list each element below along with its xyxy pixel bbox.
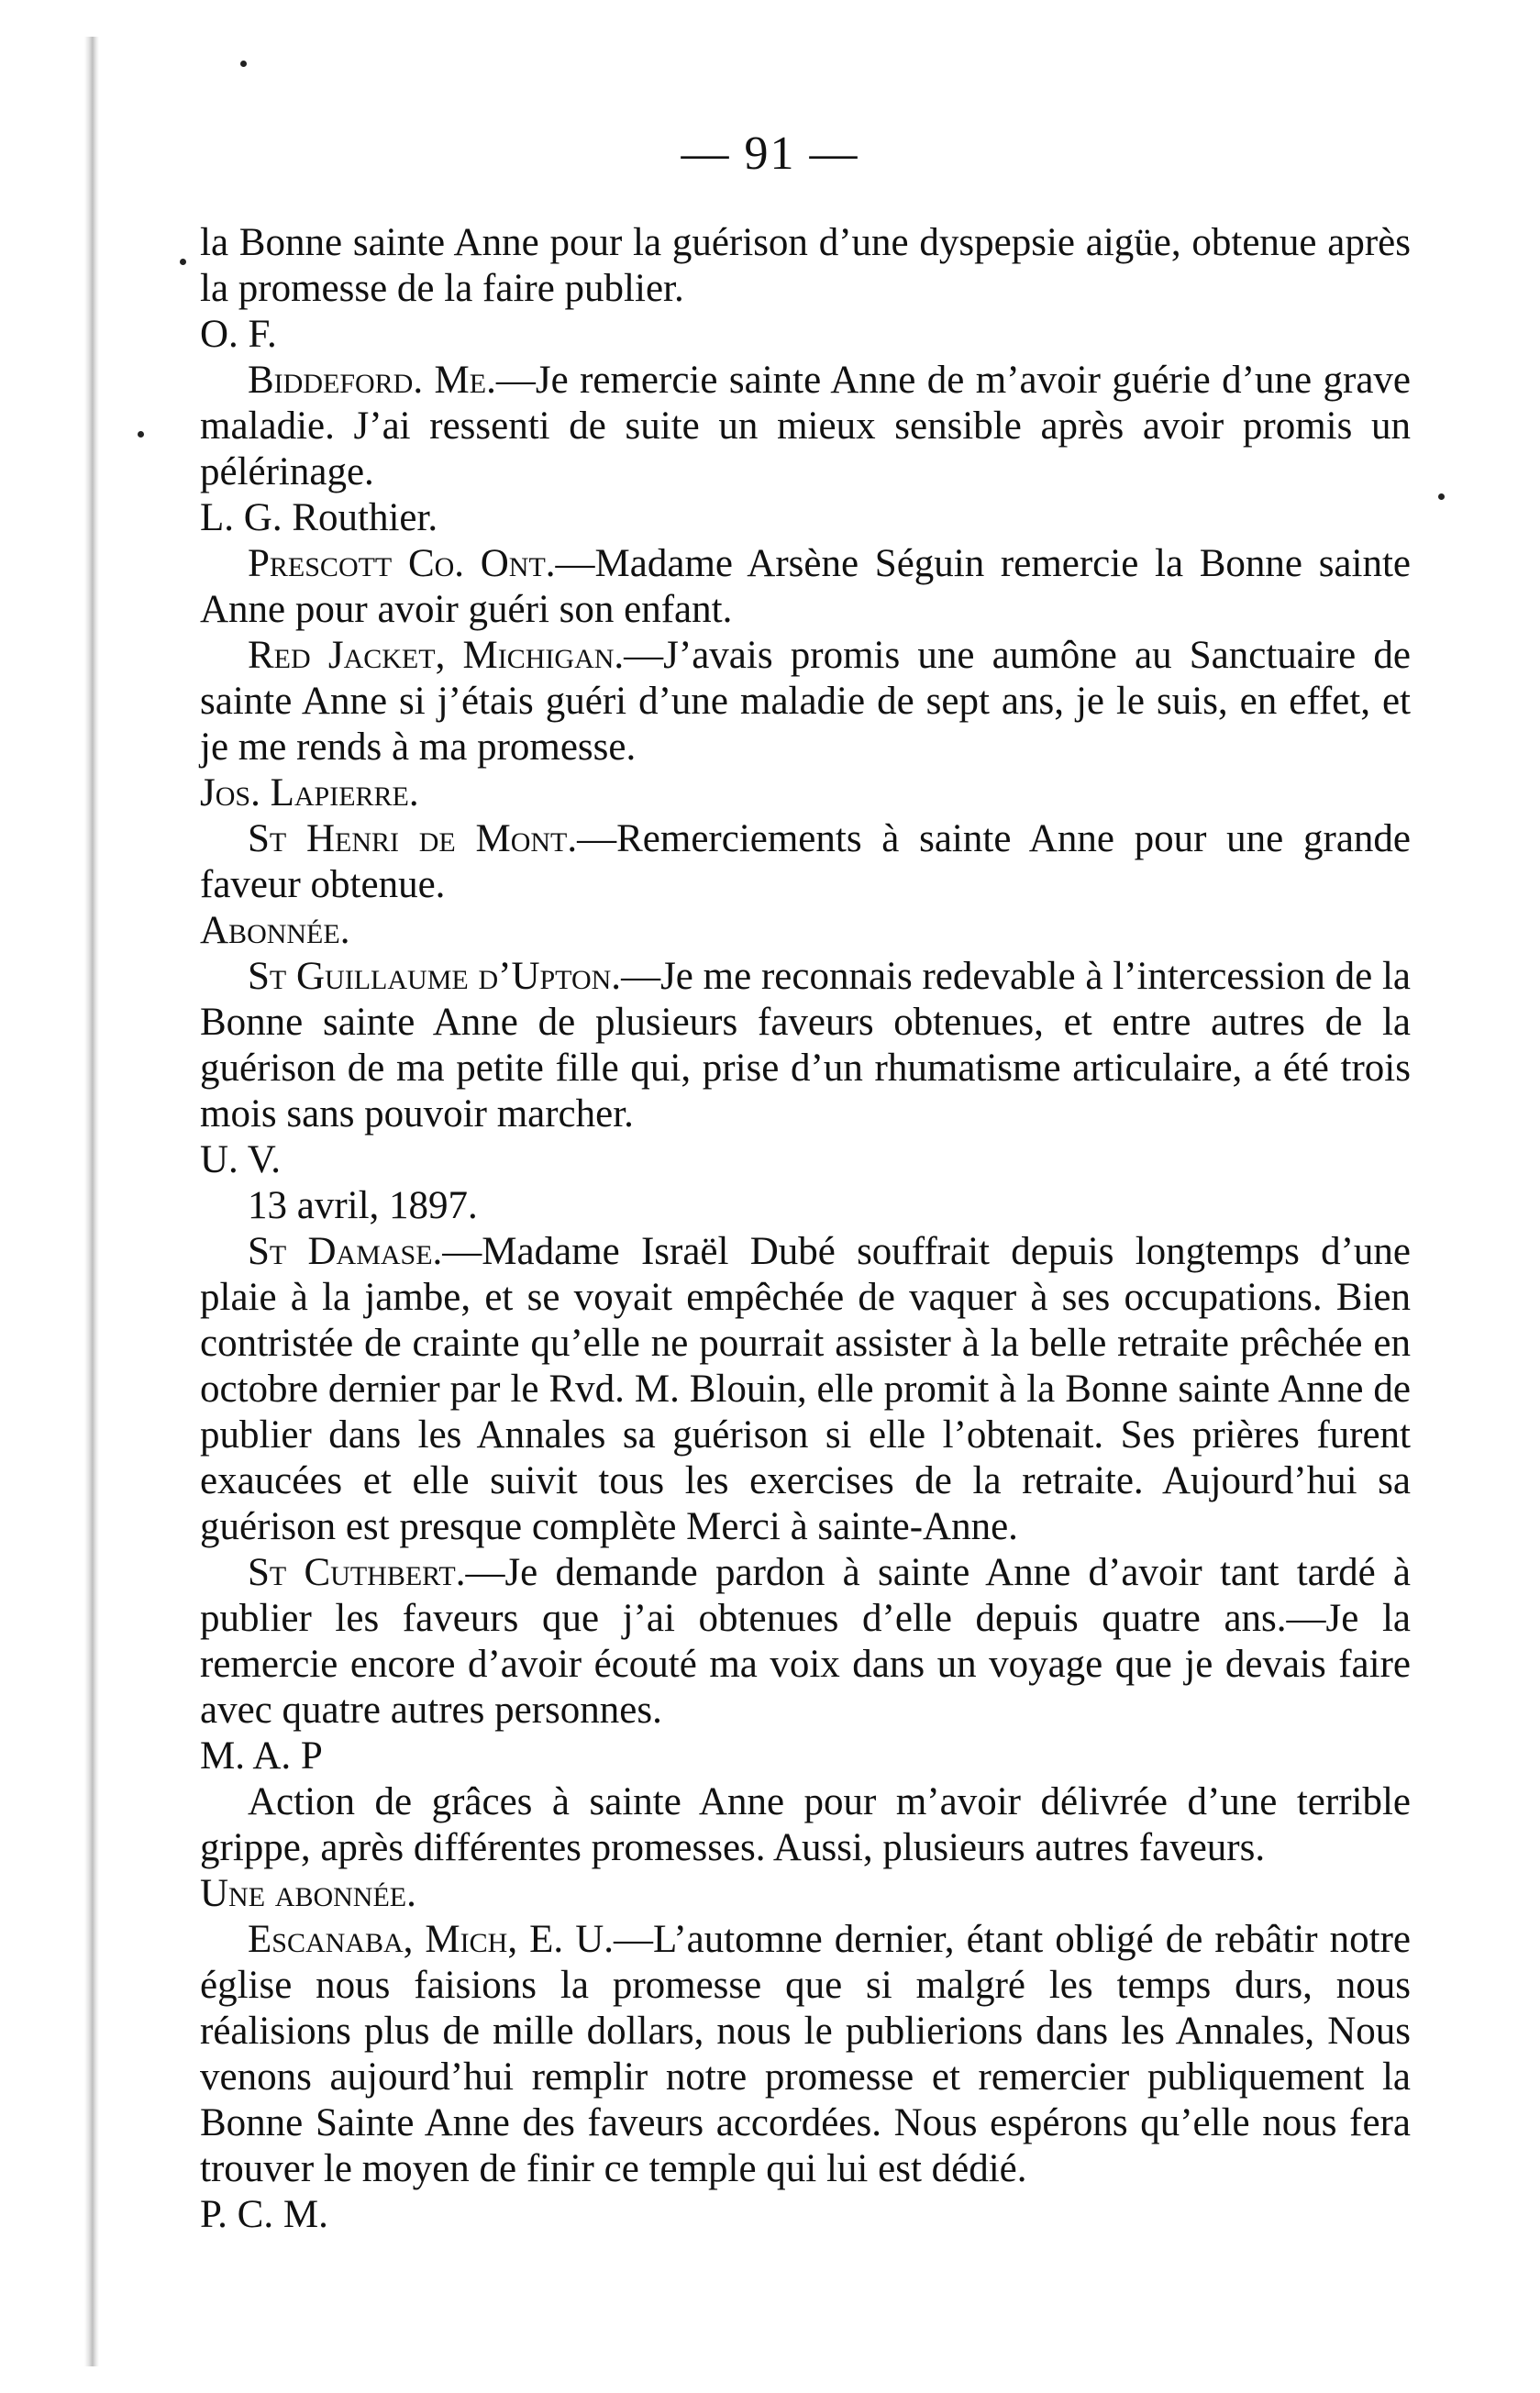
- entry-place: St Cuthbert.: [248, 1551, 466, 1594]
- entry-text: Action de grâces à sainte Anne pour m’avoir délivrée d’une terrible grippe, après différentes promesses. Aussi, plusieurs autres faveurs.: [200, 1780, 1411, 1869]
- entry-date: 13 avril, 1897.: [248, 1184, 478, 1227]
- entry-text: —Madame Arsène Séguin remercie la Bonne sainte Anne pour avoir guéri son enfant.: [200, 542, 1411, 631]
- entry-text: la Bonne sainte Anne pour la guérison d’une dyspepsie aigüe, obtenue après la promesse de la faire publier.: [200, 221, 1411, 310]
- entry-text: —L’automne dernier, étant obligé de rebâtir notre église nous faisions la promesse que si malgré les temps durs, nous réalisions plus de mille dollars, nous le publierions dans les Annales, Nous venons aujourd’hui remplir notre promesse et remercier publiquement la Bonne Sainte Anne des faveurs accordées. Nous espérons qu’elle nous fera trouver le moyen de finir ce temple qui lui est dédié.: [200, 1918, 1411, 2190]
- entry-text: —Madame Israël Dubé souffrait depuis longtemps d’une plaie à la jambe, et se voyait empêchée de vaquer à ses occupations. Bien contristée de crainte qu’elle ne pourrait assister à la belle retraite prêchée en octobre dernier par le Rvd. M. Blouin, elle promit à la Bonne sainte Anne de publier dans les Annales sa guérison si elle l’obtenait. Ses prières furent exaucées et elle suivit tous les exercises de la retraite. Aujourd’hui sa guérison est presque complète Merci à sainte-Anne.: [200, 1230, 1411, 1548]
- entry-signature: Jos. Lapierre.: [200, 771, 419, 814]
- entry-text: —Remerciements à sainte Anne pour une grande faveur obtenue.: [200, 817, 1411, 906]
- entry-text: —J’avais promis une aumône au Sanctuaire de sainte Anne si j’étais guéri d’une maladie de sept ans, je le suis, en effet, et je me rends à ma promesse.: [200, 634, 1412, 769]
- ink-speck: [240, 61, 247, 67]
- ink-speck: [1438, 493, 1445, 500]
- entry: [200, 816, 1411, 908]
- entry-signature: L. G. Routhier.: [200, 496, 438, 539]
- entry-text: —Je demande pardon à sainte Anne d’avoir tant tardé à publier les faveurs que j’ai obtenues d’elle depuis quatre ans.—Je la remercie encore d’avoir écouté ma voix dans un voyage que je devais faire avec quatre autres personnes.: [200, 1551, 1411, 1732]
- entry: [200, 1550, 1411, 1734]
- entry-place: Biddeford. Me.: [248, 359, 496, 402]
- entry: [200, 358, 1411, 495]
- entry: [200, 541, 1411, 633]
- entry-signature: M. A. P: [200, 1734, 323, 1778]
- entry-text: —Je me reconnais redevable à l’intercession de la Bonne sainte Anne de plusieurs faveurs obtenues, et entre autres de la guérison de ma petite fille qui, prise d’un rhumatisme articulaire, a été trois mois sans pouvoir marcher.: [200, 955, 1412, 1136]
- page-number: — 91 —: [681, 127, 859, 180]
- ink-speck: [180, 259, 186, 265]
- entry-place: Escanaba, Mich, E. U.: [248, 1918, 615, 1961]
- entry-signature: Abonnée.: [200, 909, 350, 952]
- ink-speck: [138, 431, 144, 438]
- entry: [200, 633, 1411, 770]
- entry-signature: P. C. M.: [200, 2193, 328, 2236]
- entry: [200, 954, 1411, 1137]
- entry: [200, 1917, 1411, 2192]
- entry-signature: O. F.: [200, 313, 277, 356]
- entry-signature: Une abonnée.: [200, 1872, 416, 1915]
- entry-place: St Guillaume d’Upton.: [248, 955, 622, 998]
- entry-place: Prescott Co. Ont.: [248, 542, 556, 585]
- entry-place: St Henri de Mont.: [248, 817, 578, 860]
- binding-shadow: [84, 37, 99, 2366]
- body-text: [200, 220, 1411, 2238]
- entry-text: —Je remercie sainte Anne de m’avoir guérie d’une grave maladie. J’ai ressenti de suite un mieux sensible après avoir promis un pélérinage.: [200, 359, 1411, 493]
- entry-place: Red Jacket, Michigan.: [248, 634, 625, 677]
- entry-place: St Damase.: [248, 1230, 443, 1273]
- entry-signature: U. V.: [200, 1138, 282, 1181]
- entry: [200, 1229, 1411, 1550]
